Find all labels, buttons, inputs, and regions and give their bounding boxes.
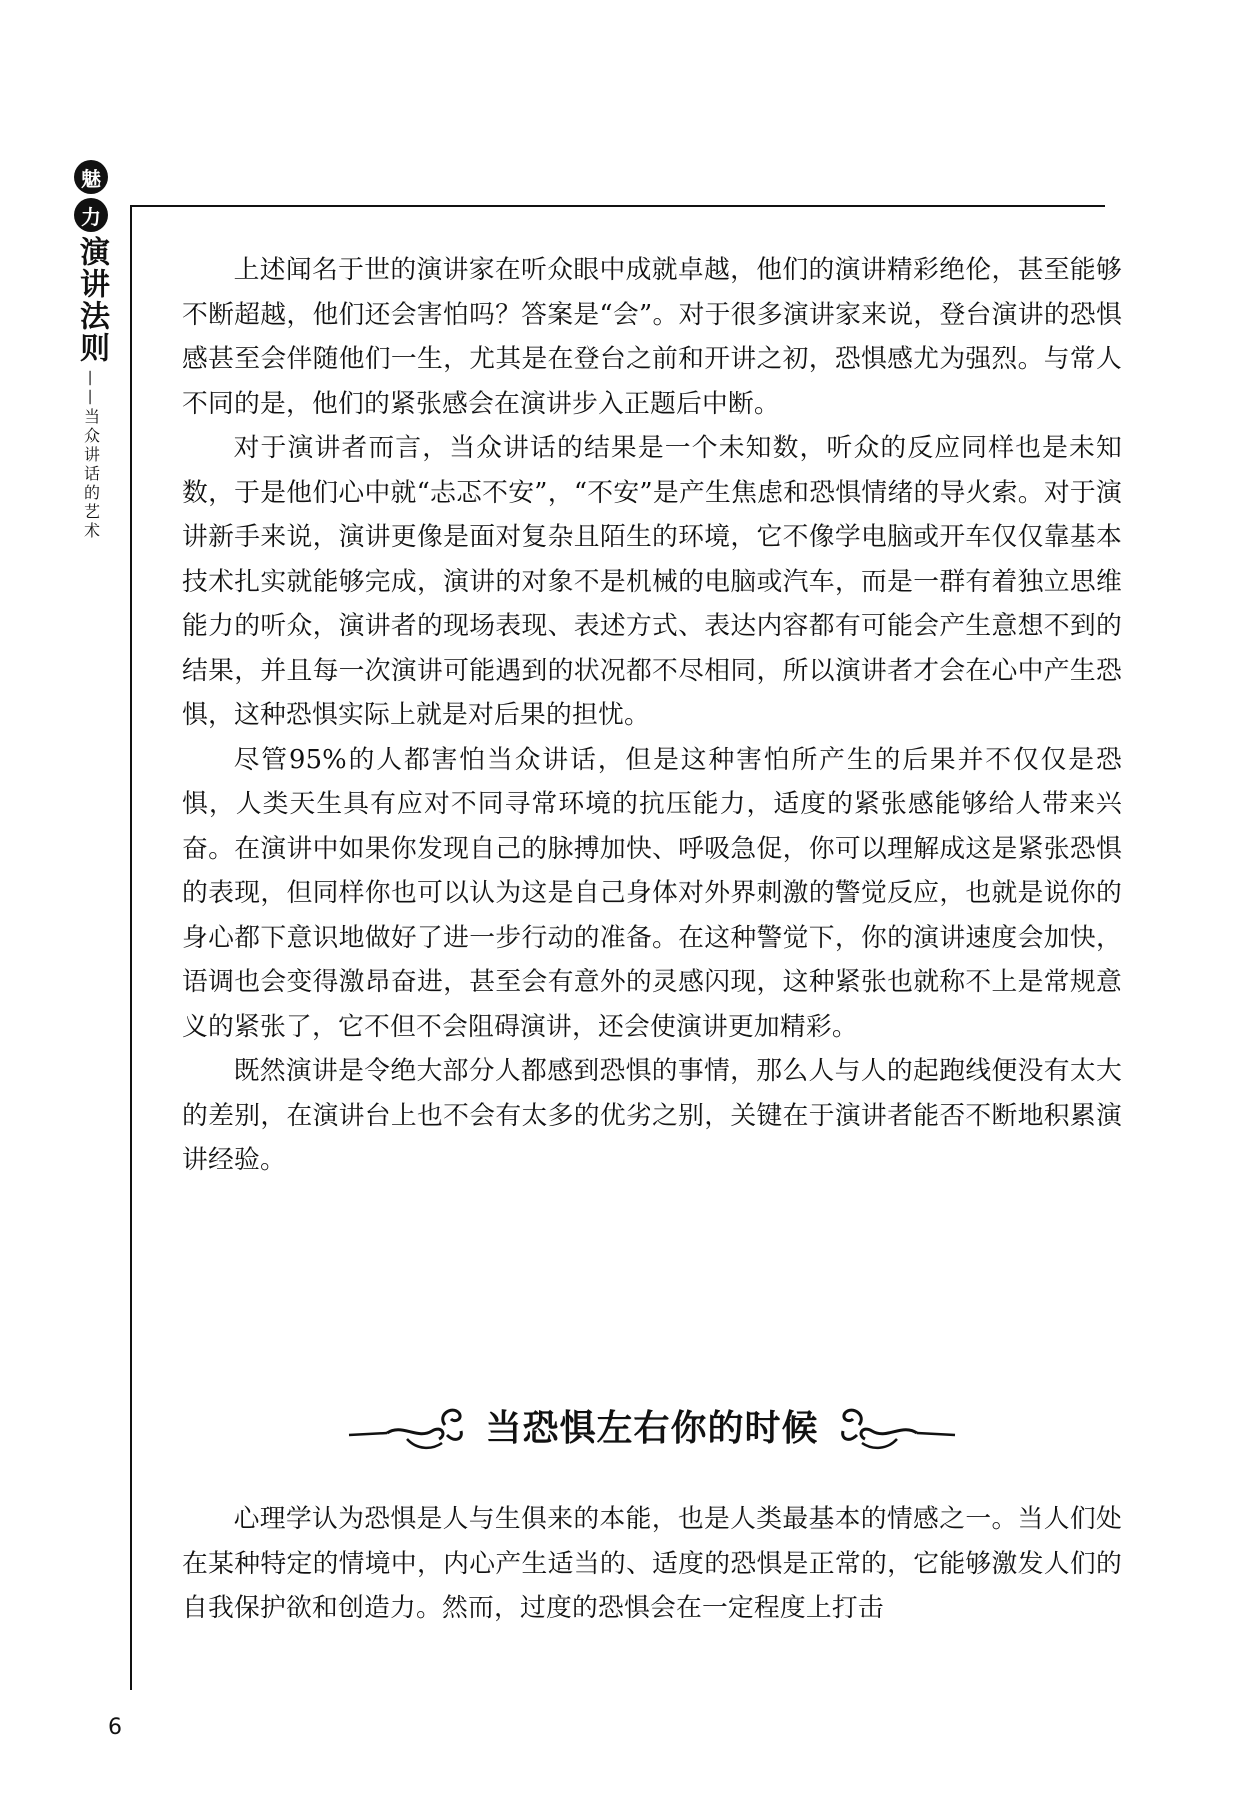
page-number: 6	[108, 1715, 122, 1740]
title-badge-1: 魅	[74, 160, 108, 194]
paragraph: 既然演讲是令绝大部分人都感到恐惧的事情，那么人与人的起跑线便没有太大的差别，在演讲台上也不会有太多的优劣之别，关键在于演讲者能否不断地积累演讲经验。	[182, 1056, 1122, 1175]
book-title-vertical	[70, 160, 112, 541]
paragraph: 尽管95%的人都害怕当众讲话，但是这种害怕所产生的后果并不仅仅是恐惧，人类天生具有应对不同寻常环境的抗压能力，适度的紧张感能够给人带来兴奋。在演讲中如果你发现自己的脉搏加快、呼吸急促，你可以理解成这是紧张恐惧的表现，但同样你也可以认为这是自己身体对外界刺激的警觉反应，也就是说你的身心都下意识地做好了进一步行动的准备。在这种警觉下，你的演讲速度会加快，语调也会变得激昂奋进，甚至会有意外的灵感闪现，这种紧张也就称不上是常规意义的紧张了，它不但不会阻碍演讲，还会使演讲更加精彩。	[182, 744, 1122, 1042]
section-heading	[332, 1380, 972, 1470]
paragraph: 对于演讲者而言，当众讲话的结果是一个未知数，听众的反应同样也是未知数，于是他们心中就“忐忑不安”，“不安”是产生焦虑和恐惧情绪的导火索。对于演讲新手来说，演讲更像是面对复杂且陌生的环境，它不像学电脑或开车仅仅靠基本技术扎实就能够完成，演讲的对象不是机械的电脑或汽车，而是一群有着独立思维能力的听众，演讲者的现场表现、表述方式、表达内容都有可能会产生意想不到的结果，并且每一次演讲可能遇到的状况都不尽相同，所以演讲者才会在心中产生恐惧，这种恐惧实际上就是对后果的担忧。	[182, 433, 1122, 730]
book-title-main: 演讲法则	[74, 236, 109, 364]
right-flourish-ornament	[837, 1395, 957, 1455]
left-flourish-ornament	[347, 1395, 467, 1455]
frame-left-rule	[130, 205, 132, 1690]
paragraph: 上述闻名于世的演讲家在听众眼中成就卓越，他们的演讲精彩绝伦，甚至能够不断超越，他们还会害怕吗？答案是“会”。对于很多演讲家来说，登台演讲的恐惧感甚至会伴随他们一生，尤其是在登台之前和开讲之初，恐惧感尤为强烈。与常人不同的是，他们的紧张感会在演讲步入正题后中断。	[182, 255, 1122, 419]
body-text-continued	[182, 1497, 1122, 1631]
body-text	[182, 248, 1122, 1183]
section-title: 当恐惧左右你的时候	[485, 1407, 819, 1449]
frame-top-rule	[130, 205, 1105, 207]
paragraph: 心理学认为恐惧是人与生俱来的本能，也是人类最基本的情感之一。当人们处在某种特定的情境中，内心产生适当的、适度的恐惧是正常的，它能够激发人们的自我保护欲和创造力。然而，过度的恐惧会在一定程度上打击	[182, 1504, 1122, 1623]
title-badge-2: 力	[74, 198, 108, 232]
book-title-subtitle: ——当众讲话的艺术	[81, 370, 101, 541]
